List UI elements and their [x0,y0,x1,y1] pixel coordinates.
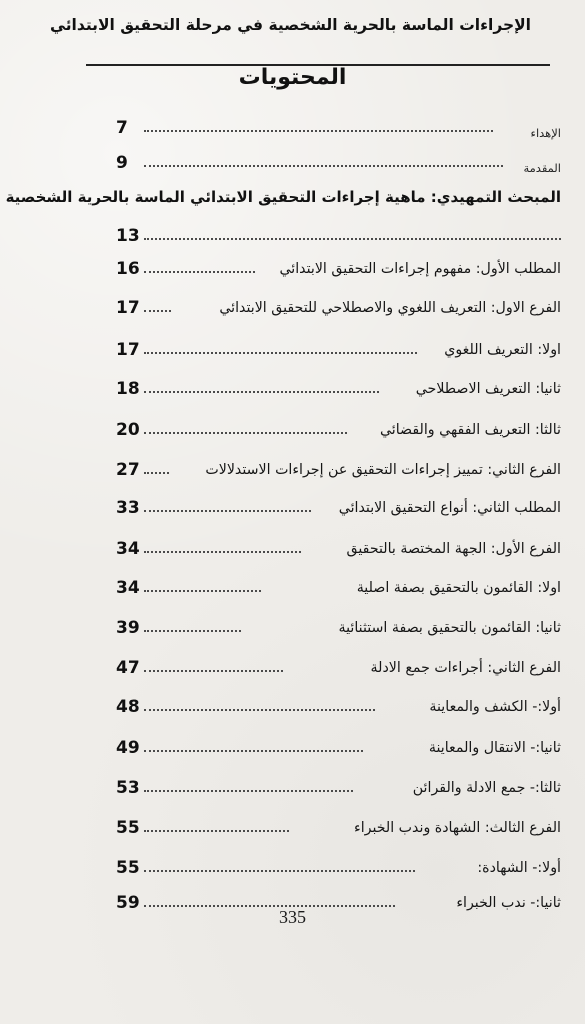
toc-entry-page: 47 [116,658,140,678]
toc-entry-chapter [5,185,561,211]
toc-entry [116,576,561,602]
toc-entry [116,377,561,403]
toc-entry-title: ثانيا: التعريف الاصطلاحي [415,381,561,397]
toc-entry [116,656,561,682]
toc-entry-title: الفرع الاول: التعريف اللغوي والاصطلاحي للتحقيق الابتدائي [219,300,561,316]
toc-entry-title: اولا: القائمون بالتحقيق بصفة اصلية [356,580,561,596]
running-header: الإجراءات الماسة بالحرية الشخصية في مرحلة التحقيق الابتدائي [50,16,531,34]
dot-leader [144,130,493,136]
toc-entry-title: الفرع الثاني: أجراءات جمع الادلة [370,660,561,676]
page-number: 335 [279,907,306,927]
contents-title: المحتويات [238,65,347,90]
dot-leader [144,472,169,478]
toc-entry-title: الفرع الثاني: تمييز إجراءات التحقيق عن إجراءات الاستدلالات [205,462,561,478]
dot-leader [144,551,301,557]
dot-leader [144,352,417,358]
toc-entry [116,418,561,444]
toc-entry-title: ثانيا:- ندب الخبراء [456,895,561,911]
toc-entry-title: ثانيا:- الانتقال والمعاينة [428,740,561,756]
toc-entry-page: 34 [116,539,140,559]
toc-entry-page: 59 [116,893,140,913]
toc-entry-page: 16 [116,259,140,279]
toc-entry-page: 27 [116,460,140,480]
toc-entry [116,736,561,762]
toc-entry-page: 55 [116,858,140,878]
toc-entry-title: الفرع الثالث: الشهادة وندب الخبراء [354,820,561,836]
dot-leader [144,391,379,397]
toc-entry-page: 9 [116,153,128,173]
toc-entry [116,338,561,364]
dot-leader [144,790,353,796]
toc-entry-title: المطلب الأول: مفهوم إجراءات التحقيق الابتدائي [279,261,561,277]
toc-entry-page: 17 [116,340,140,360]
toc-entry-page: 48 [116,697,140,717]
toc-entry-page: 17 [116,298,140,318]
dot-leader [144,271,255,277]
toc-entry [116,296,561,322]
toc-entry-page: 18 [116,379,140,399]
toc-entry [116,776,561,802]
toc-entry [116,537,561,563]
dot-leader [144,870,415,876]
toc-entry-title: المطلب الثاني: أنواع التحقيق الابتدائي [338,500,561,516]
dot-leader [144,432,347,438]
toc-entry-title: المبحث التمهيدي: ماهية إجراءات التحقيق الابتدائي الماسة بالحرية الشخصية [5,188,561,206]
toc-entry-page: 20 [116,420,140,440]
toc-entry-title: الفرع الأول: الجهة المختصة بالتحقيق [346,541,561,557]
toc-entry-page: 49 [116,738,140,758]
dot-leader [144,165,503,171]
toc-entry-page: 7 [116,118,128,138]
dot-leader [144,238,561,244]
toc-entry-title: ثانيا: القائمون بالتحقيق بصفة استثنائية [338,620,561,636]
dot-leader [144,830,289,836]
toc-entry-title: ثالثا:- جمع الادلة والقرائن [412,780,561,796]
dot-leader [144,670,283,676]
dot-leader [144,510,311,516]
dot-leader [144,630,241,636]
toc-entry-title: أولا:- الشهادة: [477,860,561,876]
toc-entry [116,496,561,522]
toc-entry-page: 34 [116,578,140,598]
dot-leader [144,310,171,316]
toc-entry-title: المقدمة [523,161,561,175]
dot-leader [144,709,375,715]
toc-entry-page: 39 [116,618,140,638]
toc-entry-page: 33 [116,498,140,518]
toc-entry-title: الإهداء [530,126,561,140]
dot-leader [144,590,261,596]
toc-entry [116,695,561,721]
toc-entry [116,616,561,642]
toc-entry-title: اولا: التعريف اللغوي [444,342,561,358]
toc-entry [116,856,561,882]
toc-entry-introduction [116,151,561,177]
toc-entry [116,816,561,842]
toc-entry-chapter-page [116,224,561,250]
toc-entry-page: 53 [116,778,140,798]
toc-entry-page: 55 [116,818,140,838]
toc-entry [116,257,561,283]
toc-entry-page: 13 [116,226,140,246]
toc-entry-dedication [116,116,561,142]
toc-entry [116,458,561,484]
toc-entry-title: ثالثا: التعريف الفقهي والقضائي [379,422,561,438]
toc-entry-title: أولا:- الكشف والمعاينة [429,699,561,715]
dot-leader [144,750,363,756]
